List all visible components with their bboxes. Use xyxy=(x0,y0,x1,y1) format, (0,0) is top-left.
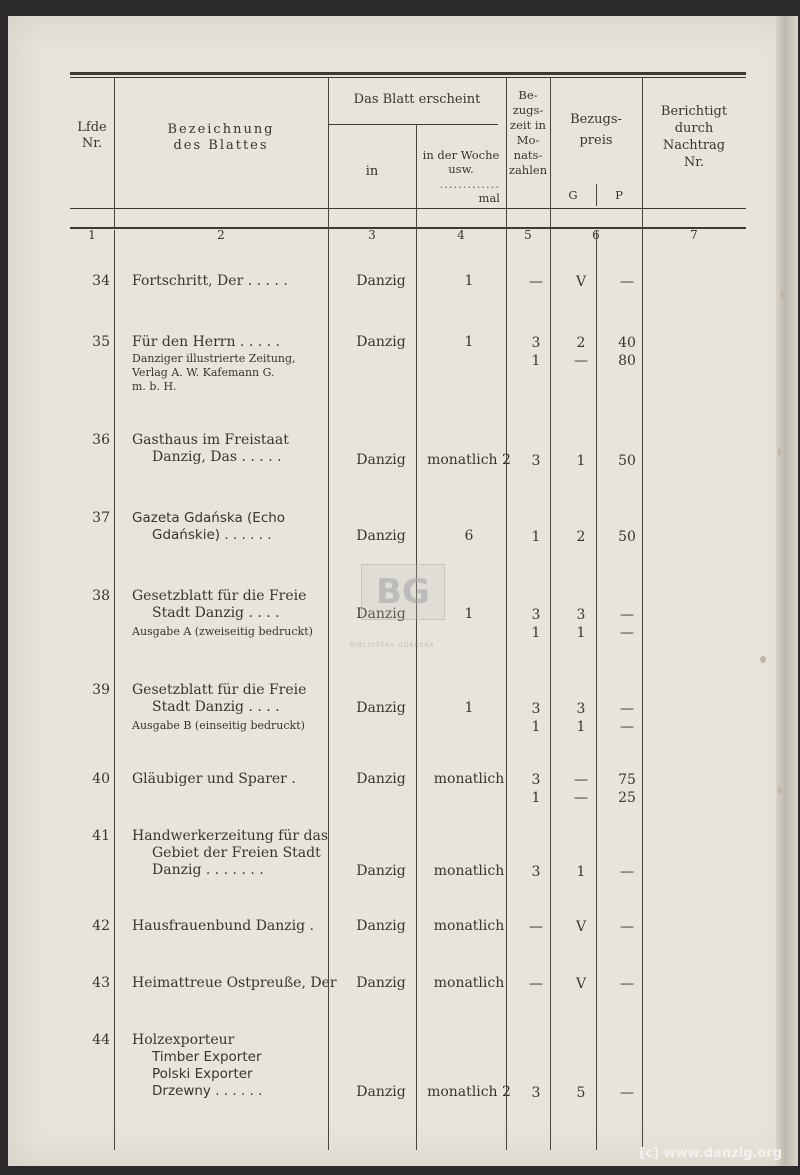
row-number: 34 xyxy=(92,273,110,289)
top-rule xyxy=(70,72,746,75)
row-frequency: 6 xyxy=(464,528,474,544)
library-watermark-logo: BG xyxy=(361,564,445,620)
row-price-g: 3 1 xyxy=(576,701,586,735)
row-frequency: monatlich xyxy=(433,771,505,787)
row-title: Für den Herrn . . . . . xyxy=(132,334,280,350)
row-price-g: 2 xyxy=(576,529,586,545)
row-frequency: monatlich xyxy=(433,863,505,879)
row-period: 3 xyxy=(531,1085,541,1101)
row-place: Danzig xyxy=(356,528,406,544)
row-title: Holzexporteur Timber Exporter Polski Exporter Drzewny . . . . . . xyxy=(132,1032,263,1099)
row-price-p: — — xyxy=(620,701,634,735)
row-price-g: V xyxy=(575,976,587,992)
header-lfde-nr: Lfde Nr. xyxy=(77,120,107,152)
header-p: P xyxy=(615,188,623,202)
row-price-p: — xyxy=(620,864,634,880)
row-frequency: 1 xyxy=(464,334,474,350)
row-period: 3 1 xyxy=(531,701,541,735)
column-number-4: 4 xyxy=(457,228,465,242)
row-period: 3 xyxy=(531,864,541,880)
header-blatt-erscheint: Das Blatt erscheint xyxy=(353,92,481,107)
row-frequency: 1 xyxy=(464,700,474,716)
page-edge xyxy=(776,16,798,1166)
row-frequency: 1 xyxy=(464,273,474,289)
row-place: Danzig xyxy=(356,771,406,787)
row-period: — xyxy=(529,919,543,935)
row-title: Heimattreue Ostpreuße, Der xyxy=(132,975,337,991)
row-price-g: 5 xyxy=(576,1085,586,1101)
row-price-p: — xyxy=(620,919,634,935)
row-place: Danzig xyxy=(356,975,406,991)
col-divider-1-body xyxy=(114,230,115,1150)
row-subtitle: Danziger illustrierte Zeitung, Verlag A. W. Kafemann G. m. b. H. xyxy=(132,352,296,393)
row-price-p: 50 xyxy=(618,529,636,545)
col-divider-1 xyxy=(114,78,115,228)
row-period: 3 xyxy=(531,453,541,469)
paper-spot xyxy=(778,786,781,795)
header-berichtigt: Berichtigt durch Nachtrag Nr. xyxy=(660,104,728,170)
top-rule-thin xyxy=(70,77,746,78)
row-price-p: — xyxy=(620,976,634,992)
row-number: 35 xyxy=(92,334,110,350)
row-frequency: monatlich 2 xyxy=(427,1084,511,1100)
row-title: Gazeta Gdańska (Echo Gdańskie) . . . . . . xyxy=(132,510,286,543)
row-number: 39 xyxy=(92,682,110,698)
row-frequency: 1 xyxy=(464,606,474,622)
paper-spot xyxy=(760,656,766,663)
column-number-1: 1 xyxy=(88,228,96,242)
row-price-p: — xyxy=(620,1085,634,1101)
row-price-p: 50 xyxy=(618,453,636,469)
header-bezugszeit: Be- zugs- zeit in Mo- nats- zahlen xyxy=(508,88,548,177)
row-title: Gasthaus im Freistaat Danzig, Das . . . . . xyxy=(132,432,289,465)
row-title: Hausfrauenbund Danzig . xyxy=(132,918,315,934)
row-title: Handwerkerzeitung für das Gebiet der Freien Stadt Danzig . . . . . . . xyxy=(132,828,328,878)
row-price-g: 3 1 xyxy=(576,607,586,641)
row-number: 41 xyxy=(92,828,110,844)
row-place: Danzig xyxy=(356,1084,406,1100)
row-number: 44 xyxy=(92,1032,110,1048)
column-number-7: 7 xyxy=(690,228,698,242)
paper-spot xyxy=(778,448,781,456)
row-place: Danzig xyxy=(356,918,406,934)
row-title: Gläubiger und Sparer . xyxy=(132,771,296,787)
row-period: — xyxy=(529,274,543,290)
header-in: in xyxy=(365,164,379,179)
row-price-g: V xyxy=(575,274,587,290)
row-period: 1 xyxy=(531,529,541,545)
row-price-p: 40 80 xyxy=(618,335,636,369)
row-subtitle: Ausgabe B (einseitig bedruckt) xyxy=(132,719,305,732)
row-period: 3 1 xyxy=(531,607,541,641)
row-price-p: 75 25 xyxy=(618,772,636,806)
row-title: Fortschritt, Der . . . . . xyxy=(132,273,288,289)
document-page xyxy=(8,16,798,1166)
column-number-5: 5 xyxy=(524,228,532,242)
row-place: Danzig xyxy=(356,700,406,716)
header-g: G xyxy=(568,188,578,202)
header-woche: in der Woche usw. ............. mal xyxy=(422,148,500,206)
row-number: 42 xyxy=(92,918,110,934)
row-price-g: 1 xyxy=(576,864,586,880)
row-title: Gesetzblatt für die Freie Stadt Danzig . . . . xyxy=(132,588,307,621)
row-place: Danzig xyxy=(356,273,406,289)
column-number-3: 3 xyxy=(368,228,376,242)
row-place: Danzig xyxy=(356,606,406,622)
row-place: Danzig xyxy=(356,863,406,879)
row-price-p: — — xyxy=(620,607,634,641)
row-price-g: V xyxy=(575,919,587,935)
header-bezeichnung: Bezeichnung des Blattes xyxy=(167,122,275,154)
row-period: 3 1 xyxy=(531,772,541,806)
subheader-rule xyxy=(328,124,498,125)
column-number-2: 2 xyxy=(217,228,225,242)
row-price-g: — — xyxy=(574,772,588,806)
header-bottom-rule xyxy=(70,208,746,209)
row-period: — xyxy=(529,976,543,992)
row-number: 37 xyxy=(92,510,110,526)
row-frequency: monatlich xyxy=(433,975,505,991)
row-place: Danzig xyxy=(356,452,406,468)
row-number: 38 xyxy=(92,588,110,604)
row-number: 36 xyxy=(92,432,110,448)
row-frequency: monatlich xyxy=(433,918,505,934)
column-number-6: 6 xyxy=(592,228,600,242)
row-frequency: monatlich 2 xyxy=(427,452,511,468)
row-place: Danzig xyxy=(356,334,406,350)
copyright-notice: [c] www.danzig.org xyxy=(639,1146,782,1161)
row-period: 3 1 xyxy=(531,335,541,369)
row-price-p: — xyxy=(620,274,634,290)
row-subtitle: Ausgabe A (zweiseitig bedruckt) xyxy=(132,625,313,638)
library-watermark-caption: BIBLIOTEKA GDAŃSKA xyxy=(350,642,435,649)
row-number: 40 xyxy=(92,771,110,787)
row-title: Gesetzblatt für die Freie Stadt Danzig . . . . xyxy=(132,682,307,715)
paper-spot xyxy=(780,290,784,300)
header-bezugspreis: Bezugs- preis xyxy=(570,112,622,148)
row-price-g: 1 xyxy=(576,453,586,469)
row-price-g: 2 — xyxy=(574,335,588,369)
row-number: 43 xyxy=(92,975,110,991)
